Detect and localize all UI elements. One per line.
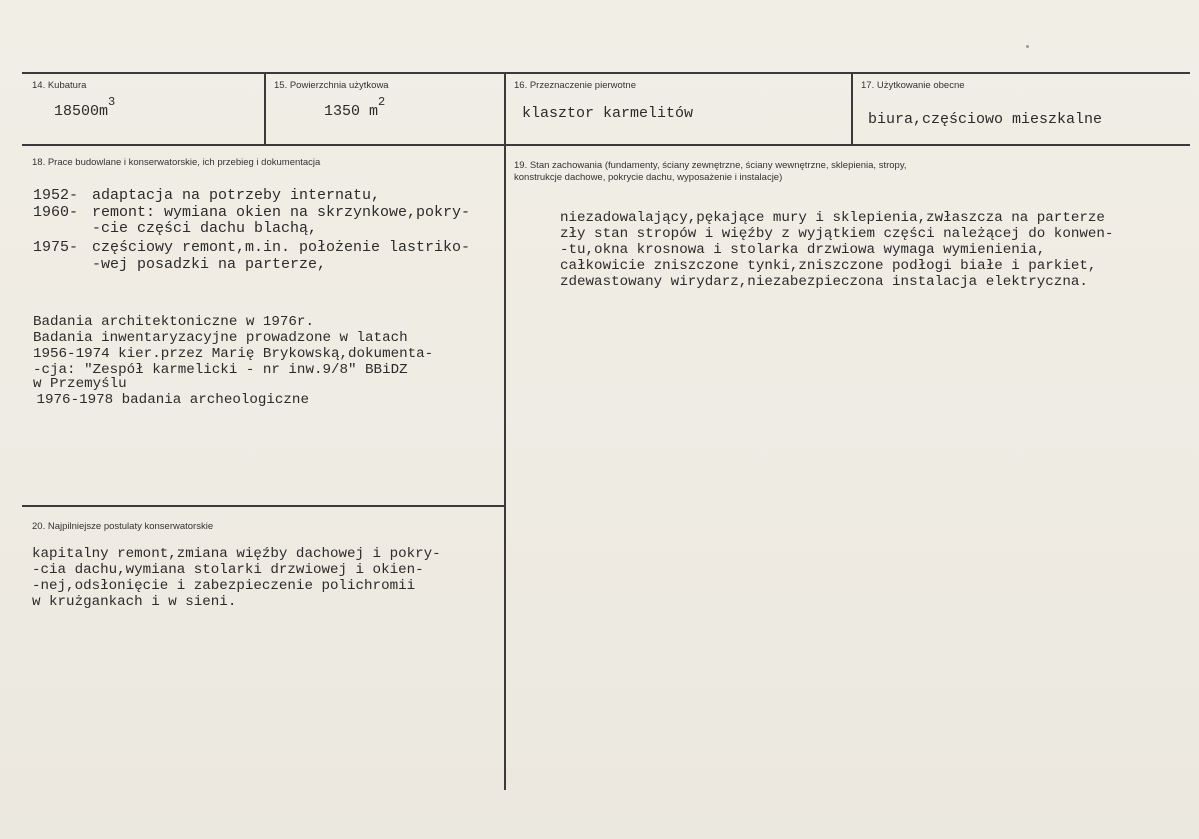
work-text: -cie części dachu blachą, <box>92 220 318 237</box>
work-text: -wej posadzki na parterze, <box>92 256 327 273</box>
condition-line: zdewastowany wirydarz,niezabezpieczona instalacja elektryczna. <box>560 274 1088 290</box>
field-19-label-cont: konstrukcje dachowe, pokrycie dachu, wyposażenie i instalacje) <box>514 172 783 183</box>
field-14-label: 14. Kubatura <box>32 80 87 91</box>
research-line: Badania architektoniczne w 1976r. <box>33 314 314 330</box>
field-14-value <box>54 95 116 121</box>
field-17-label: 17. Użytkowanie obecne <box>861 80 965 91</box>
top-rule <box>22 72 1190 74</box>
research-line: Badania inwentaryzacyjne prowadzone w latach <box>33 330 408 346</box>
field-19-label: 19. Stan zachowania (fundamenty, ściany zewnętrzne, ściany wewnętrzne, sklepienia, stropy, <box>514 160 907 171</box>
research-line: -cja: "Zespół karmelicki - nr inw.9/8" BBiDZ <box>33 362 408 378</box>
work-year: 1952- <box>33 187 79 204</box>
postulate-line: -nej,odsłonięcie i zabezpieczenie polichromii <box>32 578 416 594</box>
section-rule <box>22 505 505 507</box>
field-16-value: klasztor karmelitów <box>522 105 694 122</box>
kubatura-value: 18500m <box>54 103 109 120</box>
research-line: 1976-1978 badania archeologiczne <box>28 392 309 408</box>
condition-line: zły stan stropów i więźby z wyjątkiem części należącej do konwen- <box>560 226 1114 242</box>
col-rule-2 <box>504 72 506 790</box>
condition-line: -tu,okna krosnowa i stolarka drzwiowa wymaga wymienienia, <box>560 242 1046 258</box>
area-unit-exponent: 2 <box>378 95 386 109</box>
kubatura-unit-exponent: 3 <box>108 95 116 109</box>
paper-speck <box>1026 45 1029 48</box>
work-text: adaptacja na potrzeby internatu, <box>92 187 381 204</box>
field-15-value <box>324 95 386 121</box>
postulate-line: -cia dachu,wymiana stolarki drzwiowej i okien- <box>32 562 424 578</box>
field-18-label: 18. Prace budowlane i konserwatorskie, ich przebieg i dokumentacja <box>32 157 321 168</box>
work-text: częściowy remont,m.in. położenie lastriko- <box>92 239 471 256</box>
area-value: 1350 m <box>324 103 379 120</box>
condition-line: całkowicie zniszczone tynki,zniszczone podłogi białe i parkiet, <box>560 258 1097 274</box>
research-line: 1956-1974 kier.przez Marię Brykowską,dokumenta- <box>33 346 434 362</box>
work-year: 1975- <box>33 239 79 256</box>
condition-line: niezadowalający,pękające mury i sklepienia,zwłaszcza na parterze <box>560 210 1105 226</box>
postulate-line: kapitalny remont,zmiana więźby dachowej i pokry- <box>32 546 441 562</box>
col-rule-3 <box>851 72 853 145</box>
col-rule-1 <box>264 72 266 145</box>
field-17-value: biura,częściowo mieszkalne <box>868 111 1103 128</box>
research-line: w Przemyślu <box>33 376 127 392</box>
row-rule <box>22 144 1190 146</box>
work-year: 1960- <box>33 203 79 221</box>
work-text: remont: wymiana okien na skrzynkowe,pokry- <box>92 203 471 221</box>
postulate-line: w krużgankach i w sieni. <box>32 594 237 610</box>
field-20-label: 20. Najpilniejsze postulaty konserwatorskie <box>32 521 214 532</box>
field-15-label: 15. Powierzchnia użytkowa <box>274 80 389 91</box>
field-16-label: 16. Przeznaczenie pierwotne <box>514 80 636 91</box>
